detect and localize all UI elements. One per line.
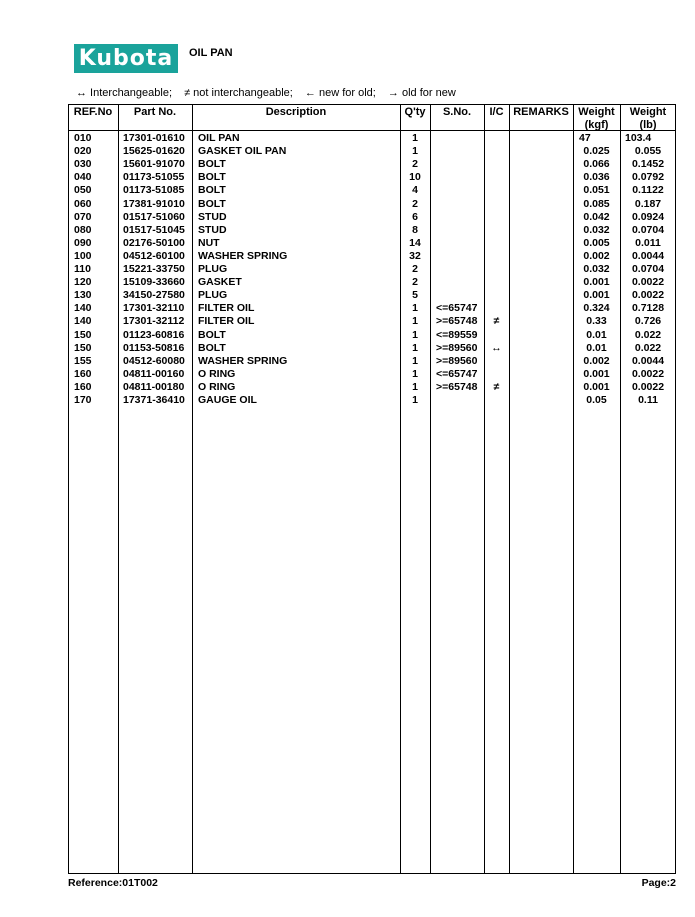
cell-wlb: 0.011: [635, 236, 661, 249]
cell-wlb: 0.0022: [631, 276, 665, 289]
cell-ref: 050: [74, 184, 92, 197]
cell-wkg: 0.33: [586, 315, 607, 328]
cell-sn: >=65748: [436, 380, 478, 393]
cell-part: 04512-60100: [123, 249, 185, 262]
cell-qty: 1: [412, 367, 418, 380]
cell-part: 04811-00160: [123, 367, 185, 380]
cell-sn: >=89560: [436, 341, 478, 354]
table-row: [68, 158, 676, 171]
footer-page: Page:2: [641, 877, 676, 889]
table-row: [68, 263, 676, 276]
col-header-part: Part No.: [133, 106, 177, 118]
table-row: [68, 237, 676, 250]
cell-wkg: 0.025: [583, 145, 610, 158]
cell-wlb: 103.4: [625, 132, 652, 144]
cell-wlb: 0.0044: [631, 354, 665, 367]
cell-part: 15625-01620: [123, 145, 185, 158]
cell-ref: 100: [74, 249, 92, 262]
cell-sn: <=89559: [436, 328, 478, 341]
cell-desc: PLUG: [198, 289, 228, 302]
cell-ref: 130: [74, 289, 92, 302]
table-row: [68, 315, 676, 328]
cell-ref: 120: [74, 276, 92, 289]
cell-part: 01153-50816: [123, 341, 185, 354]
legend-not-interchangeable: ≠ not interchangeable;: [184, 87, 293, 99]
cell-wlb: 0.0022: [631, 367, 665, 380]
cell-wlb: 0.022: [634, 328, 662, 341]
col-header-weight-lb: [620, 106, 676, 132]
cell-wlb: 0.0792: [631, 171, 665, 184]
cell-wkg: 0.036: [583, 171, 610, 184]
cell-qty: 14: [409, 236, 421, 249]
cell-desc: BOLT: [198, 158, 226, 171]
page-title: OIL PAN: [189, 47, 233, 59]
cell-ref: 010: [74, 132, 92, 144]
cell-qty: 4: [412, 184, 418, 197]
cell-wkg: 0.001: [583, 276, 610, 289]
cell-desc: STUD: [198, 210, 227, 223]
cell-part: 01173-51085: [123, 184, 185, 197]
cell-ic: ≠: [493, 380, 500, 393]
cell-wlb: 0.0924: [631, 210, 665, 223]
table-row: [68, 302, 676, 315]
legend-old-for-new: → old for new: [387, 87, 456, 99]
cell-part: 17301-01610: [123, 132, 185, 144]
cell-ref: 160: [74, 380, 92, 393]
cell-qty: 10: [409, 171, 421, 184]
legend-interchangeable: ↔ Interchangeable;: [76, 87, 173, 99]
cell-qty: 1: [412, 328, 418, 341]
cell-wlb: 0.0704: [631, 223, 665, 236]
cell-wlb: 0.726: [634, 315, 662, 328]
cell-wlb: 0.7128: [631, 302, 665, 315]
cell-wkg: 0.032: [583, 263, 610, 275]
cell-ref: 110: [74, 263, 91, 275]
cell-wkg: 0.002: [583, 249, 610, 262]
cell-sn: >=89560: [436, 354, 478, 367]
cell-wkg: 47: [579, 132, 591, 144]
cell-wkg: 0.051: [583, 184, 610, 197]
cell-ref: 140: [74, 315, 92, 328]
cell-wlb: 0.022: [634, 341, 662, 354]
cell-desc: BOLT: [198, 341, 226, 354]
cell-qty: 2: [412, 263, 418, 275]
cell-wlb: 0.11: [638, 394, 658, 406]
cell-desc: BOLT: [198, 184, 226, 197]
cell-wlb: 0.0022: [631, 380, 665, 393]
footer-reference: Reference:01T002: [68, 877, 158, 889]
logo-text: Kubota: [78, 45, 174, 71]
col-header-weight-kgf-line1: Weight: [578, 106, 615, 118]
cell-wkg: 0.085: [583, 197, 610, 210]
table-row: [68, 145, 676, 158]
cell-wkg: 0.324: [583, 302, 610, 315]
cell-part: 01173-51055: [123, 171, 185, 184]
cell-ref: 140: [74, 302, 92, 315]
cell-desc: PLUG: [198, 263, 228, 275]
col-header-ref: REF.No: [73, 106, 113, 118]
cell-part: 17381-91010: [123, 197, 185, 210]
cell-qty: 2: [412, 197, 418, 210]
cell-qty: 32: [409, 249, 421, 262]
cell-part: 01517-51060: [123, 210, 185, 223]
table-row: [68, 211, 676, 224]
kubota-logo: [74, 44, 178, 73]
cell-qty: 1: [412, 315, 418, 328]
cell-part: 17371-36410: [123, 394, 185, 406]
cell-ref: 170: [74, 394, 92, 406]
table-row: [68, 184, 676, 197]
cell-qty: 5: [412, 289, 418, 302]
cell-wkg: 0.002: [583, 354, 610, 367]
cell-qty: 1: [412, 145, 418, 158]
table-row: [68, 394, 676, 407]
cell-part: 01517-51045: [123, 223, 185, 236]
cell-desc: BOLT: [198, 328, 226, 341]
cell-part: 15109-33660: [123, 276, 185, 289]
cell-desc: NUT: [198, 236, 220, 249]
cell-ref: 155: [74, 354, 92, 367]
table-row: [68, 289, 676, 302]
cell-part: 15601-91070: [123, 158, 185, 171]
cell-desc: BOLT: [198, 197, 226, 210]
cell-desc: GASKET: [198, 276, 242, 289]
col-header-weight-lb-line1: Weight: [629, 106, 667, 118]
cell-qty: 1: [412, 302, 418, 315]
cell-wlb: 0.0044: [631, 249, 665, 262]
header-divider: [68, 130, 676, 131]
cell-desc: OIL PAN: [198, 132, 240, 144]
col-header-sno: S.No.: [442, 106, 472, 118]
cell-wlb: 0.0022: [631, 289, 665, 302]
cell-desc: GASKET OIL PAN: [198, 145, 287, 158]
table-row: [68, 342, 676, 355]
cell-wkg: 0.001: [583, 380, 610, 393]
cell-wkg: 0.042: [583, 210, 610, 223]
cell-qty: 1: [412, 380, 418, 393]
legend-new-for-old: ← new for old;: [304, 87, 376, 99]
cell-qty: 1: [412, 341, 418, 354]
table-row: [68, 198, 676, 211]
cell-part: 17301-32112: [123, 315, 185, 328]
cell-sn: >=65748: [436, 315, 478, 328]
cell-wkg: 0.066: [583, 158, 610, 171]
cell-ref: 060: [74, 197, 92, 210]
col-header-weight-kgf: [573, 106, 620, 132]
cell-part: 17301-32110: [123, 302, 185, 315]
cell-part: 34150-27580: [123, 289, 185, 302]
cell-ref: 030: [74, 158, 92, 171]
cell-ref: 020: [74, 145, 92, 158]
cell-qty: 1: [412, 132, 418, 144]
cell-wkg: 0.01: [586, 328, 607, 341]
col-header-weight-kgf-line2: (kgf): [584, 119, 609, 131]
cell-part: 04811-00180: [123, 380, 185, 393]
cell-part: 02176-50100: [123, 236, 185, 249]
cell-ref: 040: [74, 171, 92, 184]
col-header-remarks: REMARKS: [513, 106, 569, 118]
col-header-description: Description: [265, 106, 327, 118]
cell-wkg: 0.05: [586, 394, 607, 406]
cell-qty: 1: [412, 354, 418, 367]
cell-desc: GAUGE OIL: [198, 394, 257, 406]
table-row: [68, 171, 676, 184]
table-row: [68, 329, 676, 342]
cell-sn: <=65747: [436, 367, 478, 380]
cell-ref: 070: [74, 210, 92, 223]
col-header-qty: Q'ty: [404, 106, 426, 118]
cell-ref: 160: [74, 367, 92, 380]
table-row: [68, 368, 676, 381]
col-header-ic: I/C: [489, 106, 504, 118]
cell-desc: WASHER SPRING: [198, 249, 288, 262]
table-row: [68, 276, 676, 289]
cell-wlb: 0.1122: [632, 184, 664, 197]
cell-qty: 2: [412, 158, 418, 171]
table-row: [68, 224, 676, 237]
cell-ref: 080: [74, 223, 92, 236]
cell-part: 15221-33750: [123, 263, 185, 275]
cell-ref: 090: [74, 236, 92, 249]
cell-ref: 150: [74, 328, 92, 341]
cell-qty: 1: [412, 394, 418, 406]
cell-wlb: 0.1452: [631, 158, 665, 171]
cell-sn: <=65747: [436, 302, 478, 315]
cell-part: 04512-60080: [123, 354, 185, 367]
table-row: [68, 381, 676, 394]
cell-desc: STUD: [198, 223, 227, 236]
cell-wkg: 0.01: [586, 341, 607, 354]
cell-ic: ↔: [491, 341, 502, 354]
cell-wkg: 0.032: [583, 223, 610, 236]
legend: [76, 87, 465, 99]
cell-wkg: 0.001: [583, 289, 610, 302]
cell-wlb: 0.0704: [631, 263, 665, 275]
cell-ic: ≠: [493, 315, 500, 328]
cell-part: 01123-60816: [123, 328, 185, 341]
cell-desc: BOLT: [198, 171, 226, 184]
cell-wlb: 0.055: [634, 145, 662, 158]
cell-desc: WASHER SPRING: [198, 354, 288, 367]
table-row: [68, 250, 676, 263]
cell-desc: FILTER OIL: [198, 315, 255, 328]
cell-qty: 8: [412, 223, 418, 236]
cell-desc: O RING: [198, 367, 236, 380]
table-row: [68, 132, 676, 145]
col-header-weight-lb-line2: (lb): [639, 119, 657, 131]
cell-wkg: 0.001: [583, 367, 610, 380]
table-row: [68, 355, 676, 368]
cell-qty: 6: [412, 210, 418, 223]
cell-ref: 150: [74, 341, 92, 354]
cell-wkg: 0.005: [583, 236, 610, 249]
cell-wlb: 0.187: [634, 197, 662, 210]
cell-qty: 2: [412, 276, 418, 289]
cell-desc: O RING: [198, 380, 236, 393]
cell-desc: FILTER OIL: [198, 302, 255, 315]
